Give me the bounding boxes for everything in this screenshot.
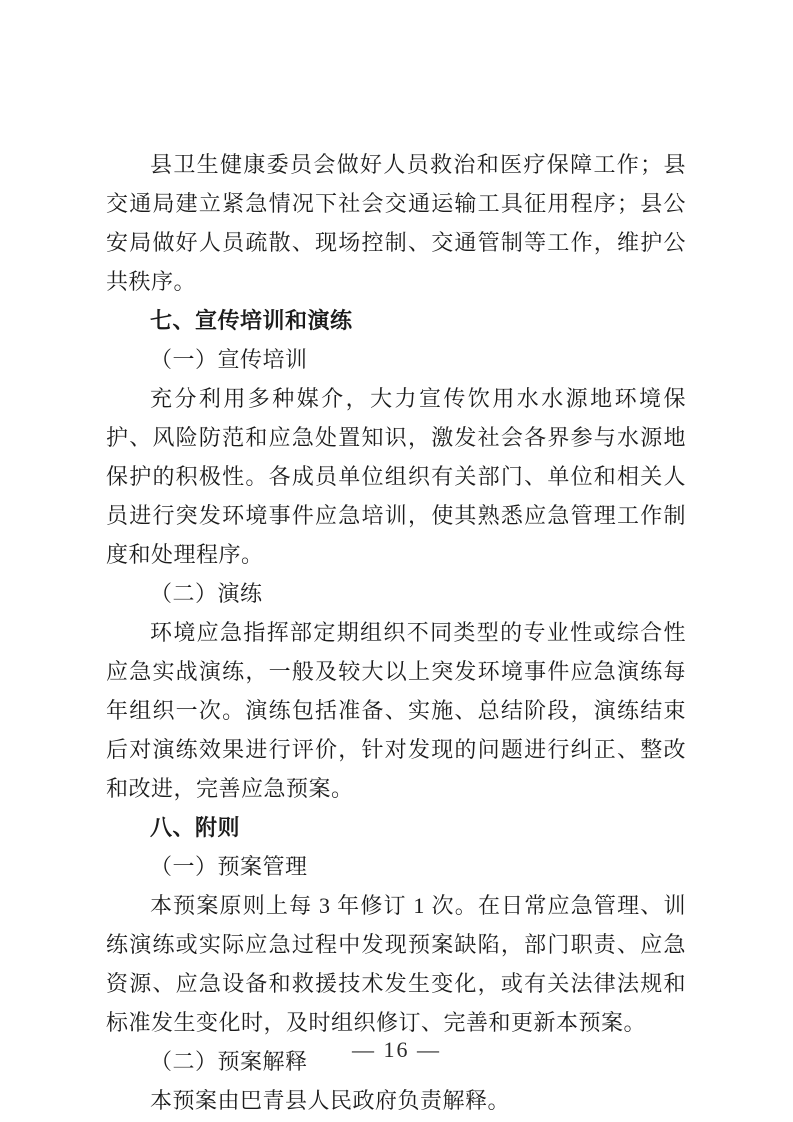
paragraph-responsibilities: 县卫生健康委员会做好人员救治和医疗保障工作；县交通局建立紧急情况下社会交通运输工具征用程序；县公安局做好人员疏散、现场控制、交通管制等工作，维护公共秩序。 [106,152,686,294]
paragraph-plan-interpretation: 本预案由巴青县人民政府负责解释。 [150,1088,511,1113]
subsection-heading-drills: （二）演练 [150,581,263,606]
paragraph-plan-management: 本预案原则上每 3 年修订 1 次。在日常应急管理、训练演练或实际应急过程中发现预案缺陷，部门职责、应急资源、应急设备和救援技术发生变化，或有关法律法规和标准发生变化时，及时组织修订、完善和更新本预案。 [106,893,686,1035]
section-heading-supplementary-provisions: 八、附则 [150,815,241,840]
subsection-heading-plan-interpretation: （二）预案解释 [150,1049,308,1074]
page-number: — 16 — [352,1037,441,1062]
paragraph-drills: 环境应急指挥部定期组织不同类型的专业性或综合性应急实战演练，一般及较大以上突发环境事件应急演练每年组织一次。演练包括准备、实施、总结阶段，演练结束后对演练效果进行评价，针对发现的问题进行纠正、整改和改进，完善应急预案。 [106,620,686,801]
section-heading-publicity-training-drills: 七、宣传培训和演练 [150,308,353,333]
subsection-heading-plan-management: （一）预案管理 [150,854,308,879]
subsection-heading-publicity-training: （一）宣传培训 [150,347,308,372]
paragraph-publicity-training: 充分利用多种媒介，大力宣传饮用水水源地环境保护、风险防范和应急处置知识，激发社会各界参与水源地保护的积极性。各成员单位组织有关部门、单位和相关人员进行突发环境事件应急培训，使其熟悉应急管理工作制度和处理程序。 [106,386,686,567]
document-content [106,145,686,1120]
